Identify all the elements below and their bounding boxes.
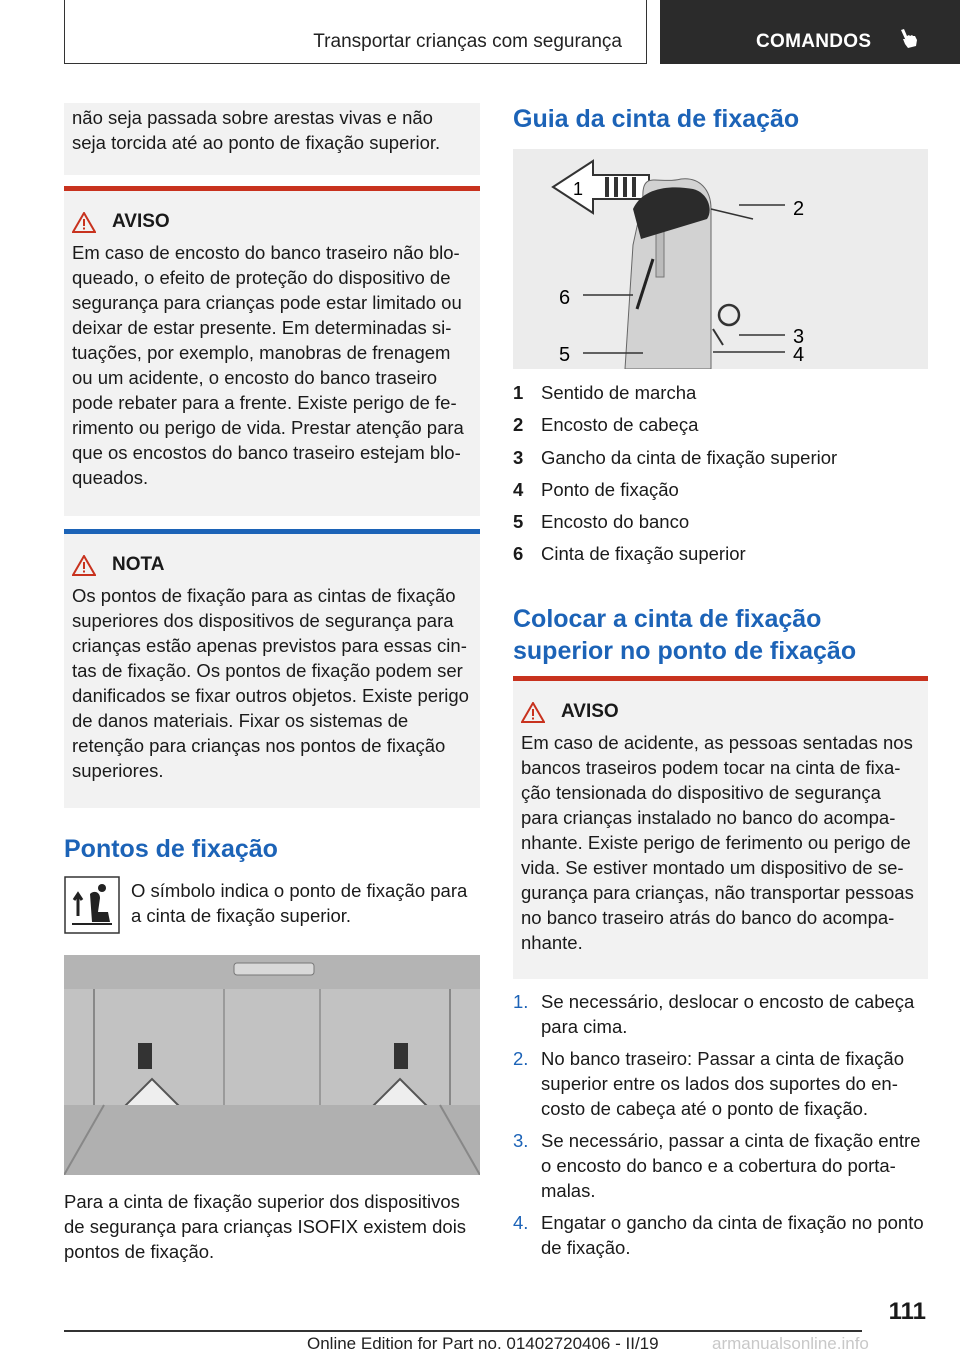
step-item: 4. Engatar o gancho da cinta de fixação no ponto de fixação. [513,1212,924,1258]
heading-anchor-points: Pontos de fixação [64,835,278,863]
header-chapter-box [660,0,960,64]
note-label: NOTA [112,554,165,575]
warning-triangle-icon [521,702,545,723]
intro-box [64,103,480,175]
header-section-box [64,0,647,64]
step-item: 2. No banco traseiro: Passar a cinta de fixação superior entre os lados dos suportes do encosto de cabeça até o ponto de fixação. [513,1048,904,1119]
chapter-title: COMANDOS [756,31,872,52]
warning-label-1: AVISO [112,211,170,232]
legend-item: 5 Encosto do banco [513,511,690,532]
legend-item: 4 Ponto de fixação [513,479,679,500]
legend-item: 6 Cinta de fixação superior [513,543,746,564]
warning-text-2: Em caso de acidente, as pessoas sentadas nos bancos traseiros podem tocar na cinta de fixação tensionada do dispositivo de segurança para crianças instalado no banco do acompanhante. Existe perigo de ferimento ou perigo de vida. Se estiver montado um dispositivo de segurança para crianças, não transportar pessoas no banco traseiro atrás do banco do acompanhante. [521,732,914,953]
warning-box-1 [64,191,480,516]
warning-title-2 [521,701,918,723]
legend-item: 1 Sentido de marcha [513,382,697,403]
anchor-points-caption: Para a cinta de fixação superior dos dispositivos de segurança para crianças ISOFIX existem dois pontos de fixação. [64,1191,467,1262]
trunk-anchor-points-image [64,955,480,1175]
step-item: 3. Se necessário, passar a cinta de fixação entre o encosto do banco e a cobertura do porta-malas. [513,1130,921,1201]
note-title [72,554,470,576]
footer-divider [64,1330,862,1332]
step-item: 1. Se necessário, deslocar o encosto de cabeça para cima. [513,991,915,1037]
warning-triangle-icon [72,212,96,233]
diagram-label-6: 6 [559,287,571,309]
warning-label-2: AVISO [561,701,619,722]
diagram-label-2: 2 [793,198,805,220]
intro-text: não seja passada sobre arestas vivas e não seja torcida até ao ponto de fixação superior. [72,107,441,153]
warning-triangle-icon [72,555,96,576]
hand-pointer-icon [896,26,922,52]
edition-text: Online Edition for Part no. 01402720406 - II/19 [307,1334,659,1353]
diagram-label-1: 1 [573,179,584,199]
note-text: Os pontos de fixação para as cintas de fixação superiores dos dispositivos de segurança para crianças estão apenas previstos para essas cintas de fixação. Os pontos de fixação podem ser danificados se fixar outros objetos. Existe perigo de danos materiais. Fixar os sistemas de retenção para crianças nos pontos de fixação superiores. [72,585,469,781]
note-box [64,534,480,808]
heading-attach-strap: Colocar a cinta de fixação superior no ponto de fixação [513,605,857,665]
diagram-label-3: 3 [793,326,805,348]
diagram-label-4: 4 [793,344,805,366]
headrest-strap-diagram [513,149,928,369]
warning-text-1: Em caso de encosto do banco traseiro não bloqueado, o efeito de proteção do dispositivo de segurança para crianças pode estar limitado ou deixar de estar presente. Em determinadas situações, por exemplo, manobras de frenagem ou um acidente, o encosto do banco traseiro pode rebater para a frente. Existe perigo de ferimento ou perigo de vida. Prestar atenção para que os encostos do banco traseiro estejam bloqueados. [72,242,464,488]
diagram-label-5: 5 [559,344,571,366]
watermark-text: armanualsonline.info [712,1334,869,1353]
isofix-tether-symbol-icon [64,876,120,934]
section-title: Transportar crianças com segurança [313,31,622,52]
warning-title-1 [72,211,470,233]
warning-box-2 [513,681,928,979]
page-number: 111 [888,1298,926,1325]
legend-item: 3 Gancho da cinta de fixação superior [513,447,838,468]
heading-strap-guide: Guia da cinta de fixação [513,105,800,133]
symbol-description: O símbolo indica o ponto de fixação para a cinta de fixação superior. [131,880,468,926]
legend-item: 2 Encosto de cabeça [513,414,699,435]
